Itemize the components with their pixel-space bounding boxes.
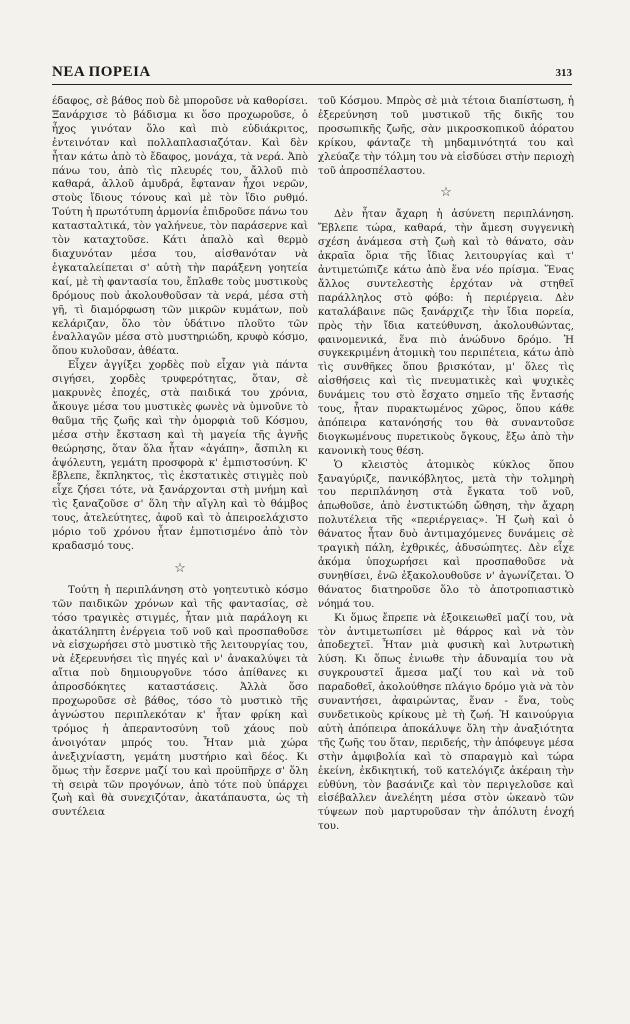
section-separator-star: ☆ (440, 185, 452, 201)
paragraph: τοῦ Κόσμου. Μπρὸς σὲ μιὰ τέτοια διαπίστωση, ἡ ἐξερεύνηση τοῦ μυστικοῦ τῆς δικῆς του προσωπικῆς ζωῆς, σὰν μικροσκοπικοῦ ἀόρατου κρίκου, φάνταζε τὴ μηδαμινότητά του καὶ χλεύαζε τὴν τόλμη του νὰ εἰσδύσει στὴν περιοχὴ τοῦ ἀπροσπέλαστου. (318, 96, 574, 177)
running-header (52, 64, 572, 85)
paragraph: Εἶχεν ἀγγίξει χορδὲς ποὺ εἶχαν γιὰ πάντα σιγήσει, χορδὲς τρυφερότητας, ὅταν, σὲ μακρυνὲς ἐποχές, στὰ παιδικά του χρόνια, ἄκουγε μέσα του μυστικὲς φωνὲς νὰ ὑμνοῦνε τὸ θαῦμα τῆς ζωῆς καὶ τὴν ὁμορφιὰ τοῦ Κόσμου, μέσα στὴν ἔκσταση καὶ τὴ μαγεία τῆς ἁγνῆς θεώρησης, ὅταν ὅλα ἦταν «ἀγάπη», ἄσπιλη κι ἀψόλευτη, γεμάτη προσφορὰ κ' ἐμπιστοσύνη. Κ' ἔβλεπε, ἔκπληκτος, τὶς ἐκστατικὲς στιγμὲς ποὺ εἶχε ζήσει τότε, νὰ ξανάρχονται στὴ μνήμη καὶ τὶς ξαναζοῦσε σ' ὅλη τὴν αἴγλη καὶ τὸ θάμβος τους, ἀτελεύτητες, ἀφοῦ καὶ τὸ ἀπειροελάχιστο μόριο τοῦ χρόνου ἦταν ἐμποτισμένο ἀπὸ τὸν κραδασμό τους. (52, 360, 308, 552)
page-number: 313 (555, 67, 572, 79)
paragraph: έδαφος, σὲ βάθος ποὺ δὲ μποροῦσε νὰ καθορίσει. Ξανάρχισε τὸ βάδισμα κι ὅσο προχωροῦσε, ὁ ἦχος γινόταν ὅλο καὶ πιὸ εὐδιάκριτος, ἐντεινόταν καὶ πολλαπλασιαζόταν. Καὶ δὲν ἦταν κάτω ἀπὸ τὸ ἔδαφος, μονάχα, τὰ νερά. Ἀπὸ πάνω του, ἀπὸ τὶς πλευρές του, ἄλλοῦ πιὸ καθαρά, ἀλλοῦ ἀμυδρά, ἔφταναν ἦχοι νερῶν, στοὺς ἴδιους τόνους καὶ μὲ τὸν ἴδιο ρυθμό. Τούτη ἡ πρωτότυπη ἁρμονία ἐπιδροῦσε πάνω του κατασταλτικά, τὸν γαλήνευε, τὸν παράσερνε καὶ τὸν καταχτοῦσε. Κάτι ἁπαλὸ καὶ θερμὸ διαχυνόταν μέσα του, αἰσθανόταν νὰ ἐγκαταλείπεται σ' αὐτὴ τὴν παράξενη γοητεία καί, μὲ τὴ φαντασία του, ἔπλαθε τοὺς μυστικοὺς δρόμους ποὺ ἀκολουθοῦσαν τὰ νερά, μέσα στὴ γῆ, τὶ διαμόρφωση τῶν μικρῶν κυμάτων, ποὺ κελάριζαν, ὅλο τὸν ὑδάτινο πλοῦτο τῶν ἐναλλαγῶν μέσα στὸ μυστηριώδη, κρυφὸ κόσμο, ὅπου κυλοῦσαν, ἀθέατα. (52, 96, 308, 358)
section-separator-star: ☆ (174, 560, 186, 576)
paragraph: Ὁ κλειστὸς ἀτομικὸς κύκλος ὅπου ξαναγύριζε, πανικόβλητος, μετὰ τὴν τολμηρὴ του περιπλάνηση στὰ ἔγκατα τοῦ νοῦ, ἀπωθοῦσε, ἀπὸ ἐνστικτώδη ὤθηση, τὴν ἄχαρη πολυτέλεια τῆς «περιέργειας». Ἡ ζωὴ καὶ ὁ θάνατος ἦταν δυὸ ἀντιμαχόμενες δυνάμεις σὲ τραγικὴ πάλη, ἐχθρικές, ἀδυσώπητες. Δὲν εἶχε ἀκόμα ὑποχωρήσει καὶ προσπαθοῦσε νὰ συνηθίσει, ἐνῶ ἐξακολουθοῦσε ν' ἀγωνίζεται. Ὁ θάνατος διατηροῦσε ὅλο τὸ ἀποτροπιαστικὸ νόημά του. (318, 459, 574, 610)
paragraph: Κι ὅμως ἔπρεπε νὰ ἐξοικειωθεῖ μαζί του, νὰ τὸν ἀντιμετωπίσει μὲ θάρρος καὶ νὰ τὸν ἀποδεχτεῖ. Ἦταν μιὰ φυσικὴ καὶ λυτρωτικὴ λύση. Κι ὅπως ἐνιωθε τὴν ἀδυναμία του νὰ συγκρουστεῖ ἄμεσα μαζί του καὶ νὰ τοῦ παραδοθεῖ, ἀκολούθησε πλάγιο δρόμο γιὰ νὰ τὸν συναντήσει, ἀφαιρώντας, ἕναν - ἕνα, τοὺς συνδετικοὺς κρίκους μὲ τὴ ζωή. Ἡ καινούργια αὐτὴ ἀπόπειρα ἀποκάλυψε ὅλη τὴν ἀναξιότητα τῆς ζωῆς του ὅταν, περιδεής, τὴν ἀπόφευγε μέσα στὴν ἀμφιβολία καὶ τὸ σπαραγμὸ καὶ τώρα ἐκείνη, ἐκδικητική, τοῦ κατελόγιζε ἀκέραιη τὴν εὐθύνη, τὸν βασάνιζε καὶ τὸν περιγελοῦσε καὶ εἰσέβαλλεν ἀνελέητη μέσα στὸν ὠκεανὸ τῶν τύψεων ποὺ μαρτυροῦσαν τὴν ἀπόλυτη ἐνοχή του. (318, 612, 574, 833)
paragraph: Δὲν ἦταν ἄχαρη ἡ ἀσύνετη περιπλάνηση. Ἔβλεπε τώρα, καθαρά, τὴν ἄμεση συγγενικὴ σχέση ἀνάμεσα στὴ ζωὴ καὶ τὸ θάνατο, σὰν ἀκραῖα ὅρια τῆς ἴδιας λειτουργίας καὶ τ' ἀντιμετώπιζε κάτω ἀπὸ ἕνα νέο πρίσμα. Ἕνας ἄλλος συντελεστὴς ἐρχόταν νὰ στηθεῖ παράλληλος στὸ φόβο: ἡ περιέργεια. Δὲν καταλάβαινε πῶς ξανάρχιζε τὴν ἴδια πορεία, πρὸς τὴν ἴδια κατεύθυνση, ἀκολουθώντας, φαινομενικά, ἕνα πιὸ ἀνώδυνο δρόμο. Ἡ συγκεκριμένη ἀτομικὴ του περιπέτεια, κάτω ἀπὸ τὶς συνθῆκες ὅπου βρισκόταν, μ' ὅλες τὶς αἰσθήσεις καὶ τὶς πνευματικὲς καὶ ψυχικὲς δυνάμεις του στὸ ἔσχατο σημεῖο τῆς ἔντασής τους, ἦταν πυρακτωμένος χῶρος, ὅπου κάθε ἀπόπειρα κατανόησής του θὰ συναντοῦσε διογκωμένους πυρετικοὺς ὄγκους, ἔξω ἀπὸ τὴν κανονικὴ τους θέση. (318, 209, 574, 457)
journal-title: ΝΕΑ ΠΟΡΕΙΑ (52, 64, 151, 80)
paragraph: Τούτη ἡ περιπλάνηση στὸ γοητευτικὸ κόσμο τῶν παιδικῶν χρόνων καὶ τῆς φαντασίας, σὲ τόσο τραγικὲς στιγμές, ἦταν μιὰ παράλογη κι ἀκατάληπτη ἐνέργεια τοῦ νοῦ καὶ προσπαθοῦσε νὰ εἰσχωρήσει στὸ μυστικὸ τῆς λειτουργίας του, νὰ ἐξερευνήσει τὶς πηγές καὶ ν' ἀνακαλύψει τὰ αἴτια ποὺ δημιουργοῦνε τόσο ἀπίθανες κι ἀπροσδόκητες καταστάσεις. Ἀλλὰ ὅσο προχωροῦσε σὲ βάθος, τόσο τὸ μυστικὸ τῆς ἀγνώστου περιπλεκόταν κ' ἦταν φρίκη καὶ τρόμος ἡ ἀπεραντοσύνη τοῦ χάους ποὺ ἀνοιγόταν μπρός του. Ἦταν μιὰ χώρα ἀνεξιχνίαστη, γεμάτη μυστήριο καὶ δέος. Κι ὅμως τὴν ἔσερνε μαζί του καὶ προϋπῆρχε σ' ὅλη τὴ σειρὰ τῶν προγόνων, ἀπὸ τότε ποὺ ὑπάρχει ζωὴ καὶ θὰ συνεχιζόταν, ἀκατάπαυστα, ὡς τὴ συντέλεια (52, 584, 308, 819)
left-column (52, 95, 308, 820)
right-column (318, 95, 574, 834)
